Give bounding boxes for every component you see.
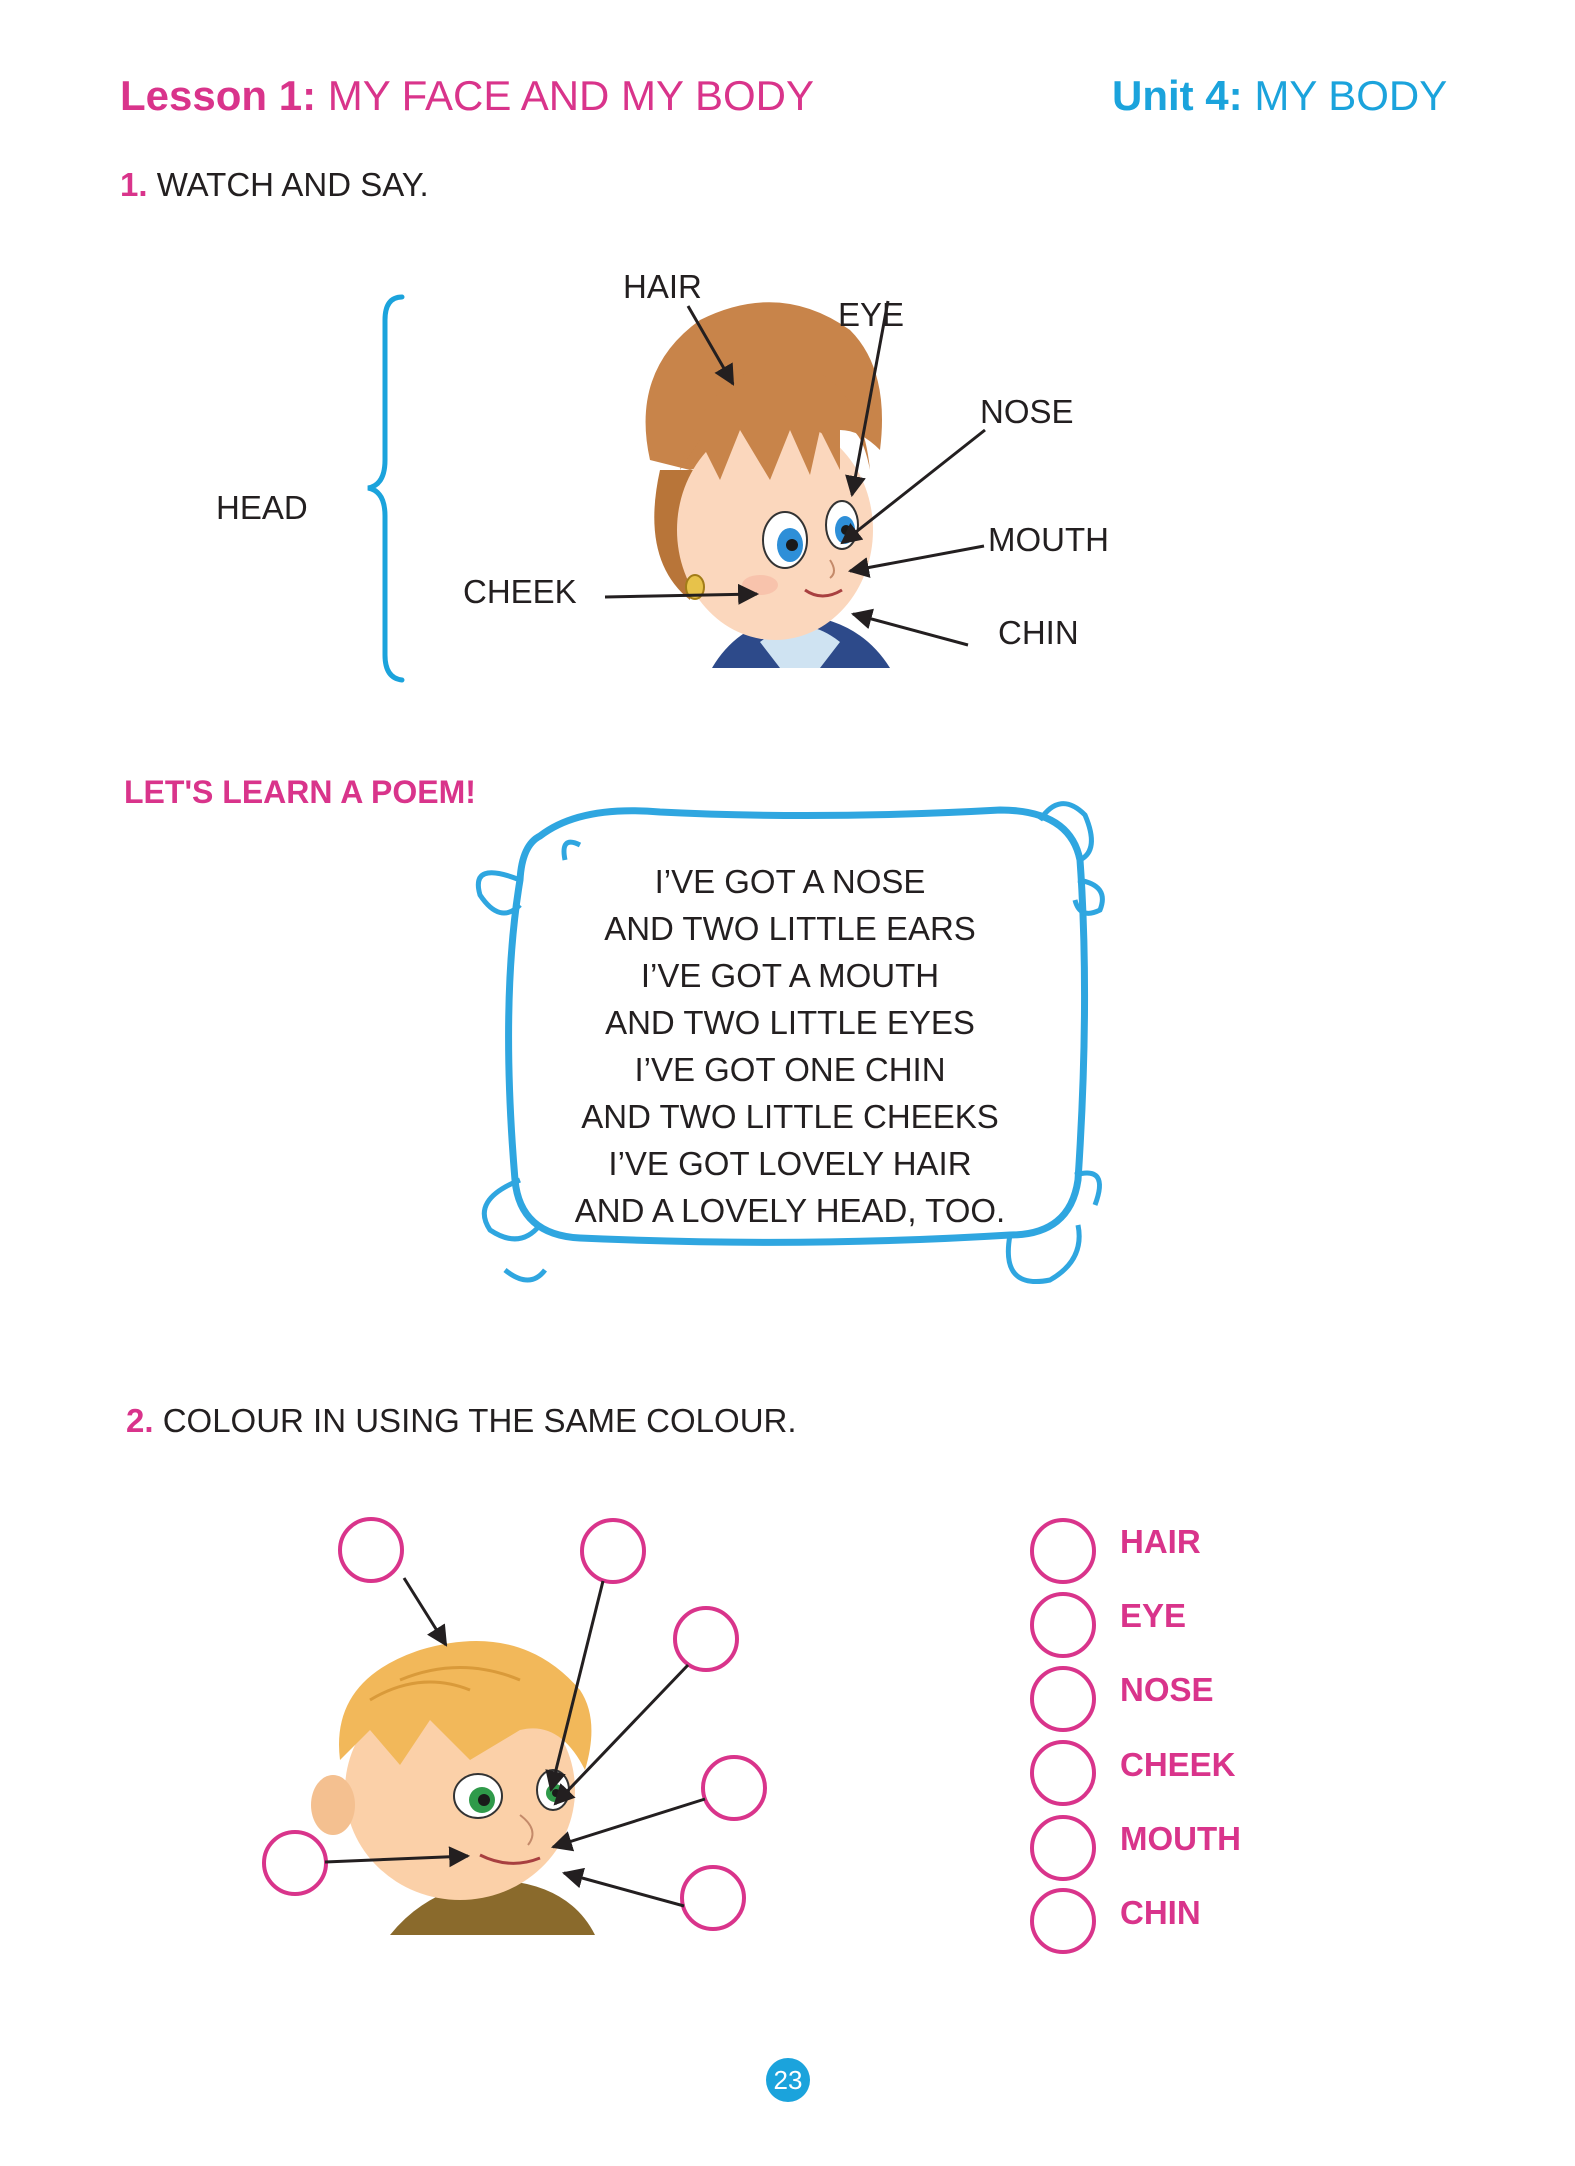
poem-line: AND TWO LITTLE CHEEKS	[581, 1098, 999, 1135]
word-eye: EYE	[1120, 1597, 1187, 1634]
exercise2-instruction: 2. COLOUR IN USING THE SAME COLOUR.	[126, 1402, 797, 1439]
label-nose: NOSE	[980, 393, 1074, 430]
poem-line: I’VE GOT ONE CHIN	[634, 1051, 946, 1088]
word-circles	[1032, 1520, 1094, 1952]
unit-title: Unit 4: MY BODY	[1112, 72, 1448, 119]
word-mouth: MOUTH	[1120, 1820, 1241, 1857]
exercise1-instruction: 1. WATCH AND SAY.	[120, 166, 429, 203]
poem-line: AND TWO LITTLE EARS	[604, 910, 976, 947]
poem-title: LET'S LEARN A POEM!	[124, 774, 476, 810]
lesson-title: Lesson 1: MY FACE AND MY BODY	[120, 72, 814, 119]
word-nose: NOSE	[1120, 1671, 1214, 1708]
poem-line: I’VE GOT A MOUTH	[640, 957, 940, 994]
label-eye: EYE	[838, 296, 905, 333]
poem-line: I’VE GOT A NOSE	[654, 863, 926, 900]
word-hair: HAIR	[1120, 1523, 1201, 1560]
poem-line: AND A LOVELY HEAD, TOO.	[574, 1192, 1006, 1229]
word-cheek: CHEEK	[1120, 1746, 1236, 1783]
label-mouth: MOUTH	[988, 521, 1109, 558]
page-number: 23	[766, 2058, 810, 2102]
label-cheek: CHEEK	[463, 573, 577, 610]
poem-line: I’VE GOT LOVELY HAIR	[608, 1145, 972, 1182]
label-chin: CHIN	[998, 614, 1079, 651]
head-brace	[368, 297, 402, 680]
label-hair: HAIR	[623, 268, 702, 305]
poem-line: AND TWO LITTLE EYES	[605, 1004, 975, 1041]
label-head: HEAD	[216, 489, 308, 526]
poem-text	[540, 858, 1040, 1234]
word-chin: CHIN	[1120, 1894, 1201, 1931]
